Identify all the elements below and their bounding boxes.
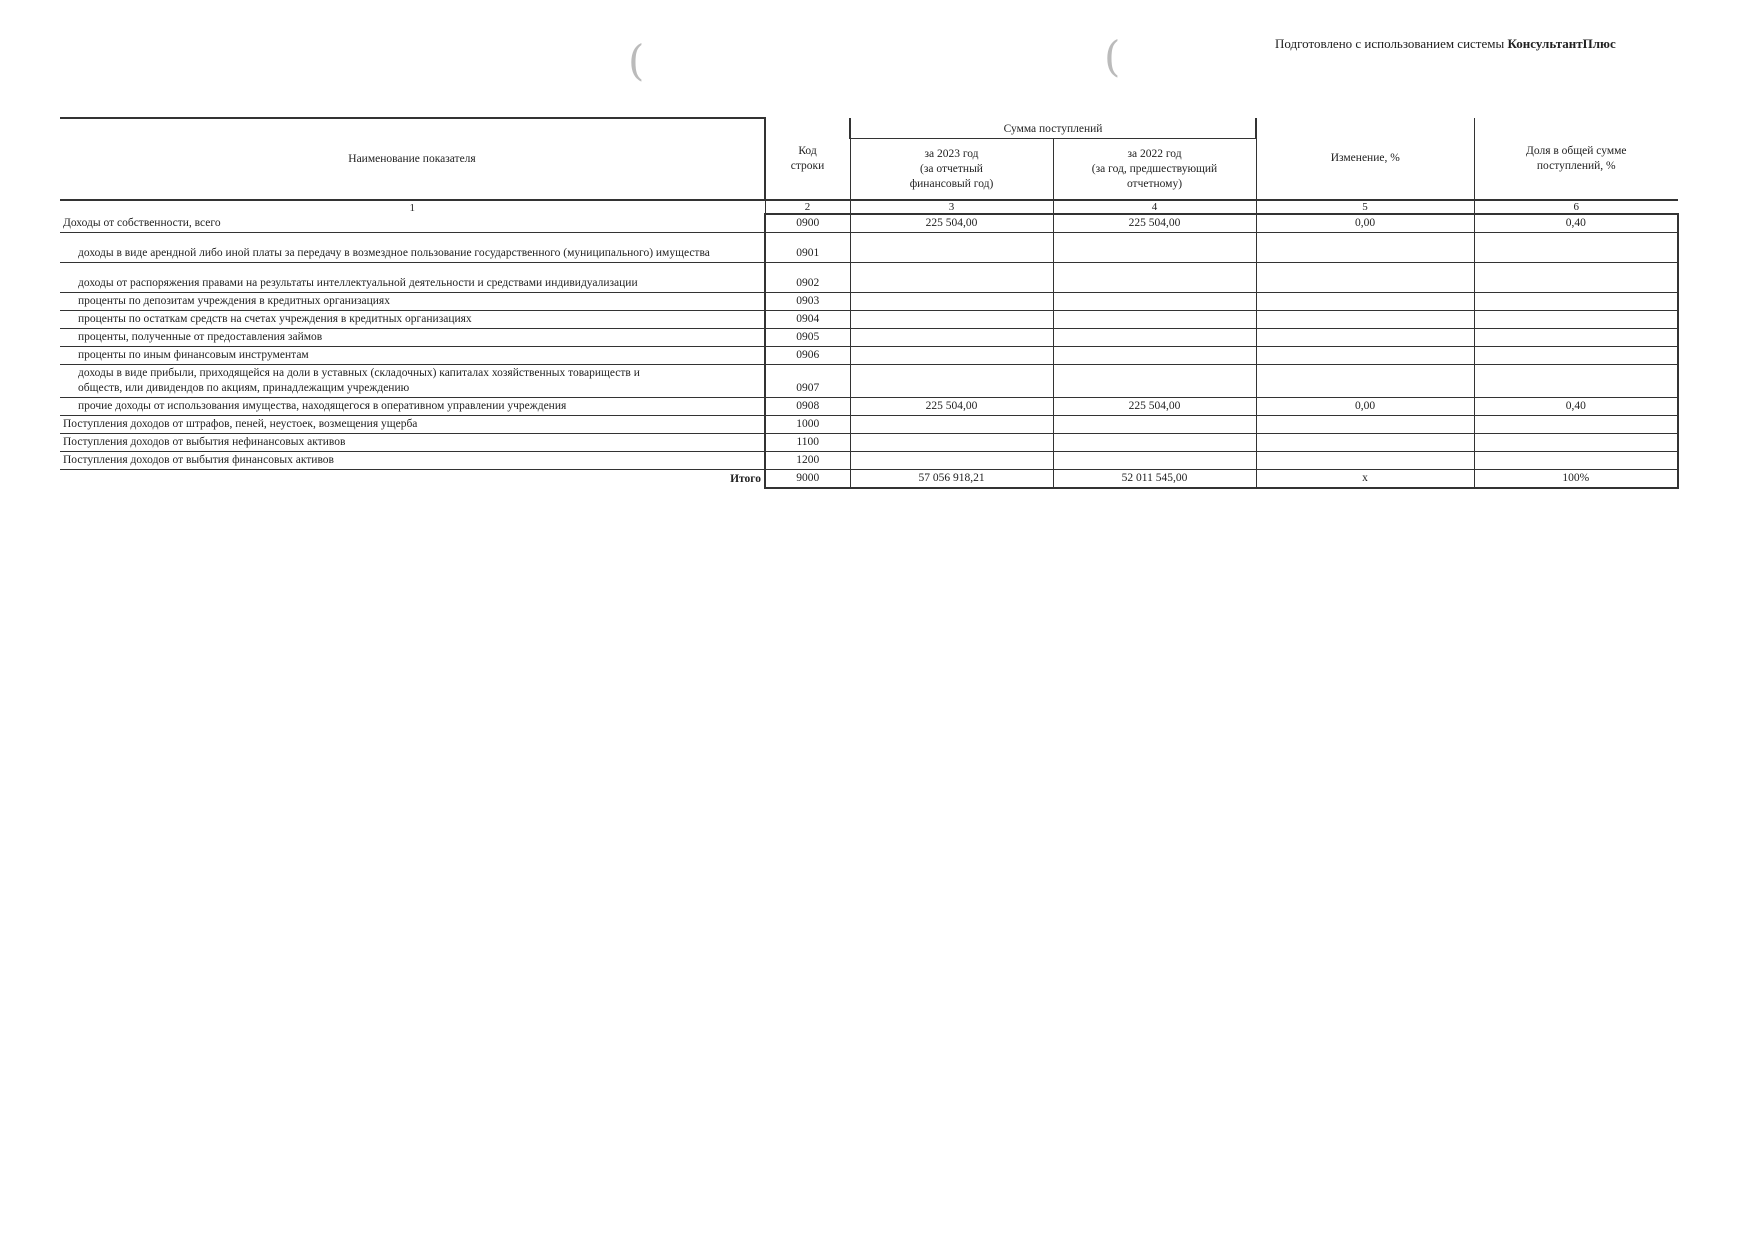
row-share	[1474, 434, 1678, 452]
row-current-sum	[850, 311, 1053, 329]
row-current-sum	[850, 434, 1053, 452]
row-code: 0900	[765, 214, 850, 233]
row-name: проценты, полученные от предоставления займов	[60, 329, 765, 347]
row-previous-sum	[1053, 347, 1256, 365]
row-current-sum	[850, 293, 1053, 311]
header-line: за 2023 год	[924, 147, 979, 160]
table-row	[60, 347, 1678, 365]
row-change	[1256, 452, 1474, 470]
table-row	[60, 452, 1678, 470]
table-row	[60, 263, 1678, 293]
row-name	[60, 365, 765, 398]
share-header-line: Доля в общей сумме	[1526, 144, 1627, 157]
row-share: 0,40	[1474, 398, 1678, 416]
column-previous-year-header	[1053, 139, 1256, 201]
row-name-text: доходы от распоряжения правами на результаты интеллектуальной деятельности и средствами индивидуализации	[78, 277, 638, 289]
row-share	[1474, 311, 1678, 329]
row-change	[1256, 311, 1474, 329]
consultant-plus-brand: КонсультантПлюс	[1507, 36, 1616, 51]
row-name: проценты по остаткам средств на счетах учреждения в кредитных организациях	[60, 311, 765, 329]
row-previous-sum: 225 504,00	[1053, 398, 1256, 416]
row-current-sum: 225 504,00	[850, 214, 1053, 233]
column-code-header	[765, 118, 850, 200]
row-share	[1474, 365, 1678, 398]
row-code: 0907	[765, 365, 850, 398]
table-row	[60, 311, 1678, 329]
row-previous-sum	[1053, 434, 1256, 452]
row-change: 0,00	[1256, 398, 1474, 416]
row-previous-sum	[1053, 311, 1256, 329]
total-label: Итого	[730, 473, 761, 485]
row-name	[60, 263, 765, 293]
row-code: 1000	[765, 416, 850, 434]
table-row	[60, 365, 1678, 398]
column-number: 5	[1256, 200, 1474, 214]
column-number: 2	[765, 200, 850, 214]
row-current-sum	[850, 263, 1053, 293]
row-code: 1100	[765, 434, 850, 452]
header-line: (за год, предшествующий	[1091, 162, 1218, 175]
row-change: 0,00	[1256, 214, 1474, 233]
header-line: финансовый год)	[909, 177, 994, 190]
row-change	[1256, 329, 1474, 347]
header-line: (за отчетный	[920, 162, 983, 175]
column-change-header: Изменение, %	[1256, 118, 1474, 200]
total-code: 9000	[765, 470, 850, 489]
row-change	[1256, 416, 1474, 434]
table-row	[60, 398, 1678, 416]
table-row	[60, 214, 1678, 233]
row-current-sum	[850, 329, 1053, 347]
table-row	[60, 416, 1678, 434]
total-current-sum: 57 056 918,21	[850, 470, 1053, 489]
row-name: доходы в виде арендной либо иной платы за передачу в возмездное пользование государственного (муниципального) имущества	[60, 233, 765, 263]
table-row	[60, 329, 1678, 347]
table-row	[60, 233, 1678, 263]
row-name-text: доходы в виде прибыли, приходящейся на доли в уставных (складочных) капиталах хозяйственных товариществ и обществ, или дивидендов по акциям, принадлежащим учреждению	[78, 367, 640, 394]
table-row	[60, 293, 1678, 311]
scan-mark: (	[628, 36, 645, 85]
row-change	[1256, 233, 1474, 263]
row-previous-sum: 225 504,00	[1053, 214, 1256, 233]
column-number: 4	[1053, 200, 1256, 214]
row-current-sum	[850, 416, 1053, 434]
share-header-line: поступлений, %	[1536, 159, 1616, 172]
column-share-header	[1474, 118, 1678, 200]
row-name: Поступления доходов от выбытия финансовых активов	[60, 452, 765, 470]
total-change: x	[1256, 470, 1474, 489]
sum-group-header: Сумма поступлений	[850, 118, 1256, 139]
row-name: Поступления доходов от штрафов, пеней, неустоек, возмещения ущерба	[60, 416, 765, 434]
row-share	[1474, 293, 1678, 311]
row-previous-sum	[1053, 293, 1256, 311]
column-current-year-header	[850, 139, 1053, 201]
row-change	[1256, 293, 1474, 311]
row-name: проценты по иным финансовым инструментам	[60, 347, 765, 365]
total-row	[60, 470, 1678, 489]
income-report-table	[60, 117, 1679, 489]
row-code: 0908	[765, 398, 850, 416]
row-previous-sum	[1053, 416, 1256, 434]
row-previous-sum	[1053, 233, 1256, 263]
row-share	[1474, 347, 1678, 365]
row-current-sum	[850, 365, 1053, 398]
row-share	[1474, 416, 1678, 434]
row-current-sum	[850, 347, 1053, 365]
row-name: проценты по депозитам учреждения в кредитных организациях	[60, 293, 765, 311]
column-name-header: Наименование показателя	[60, 118, 765, 200]
row-change	[1256, 434, 1474, 452]
column-number-row	[60, 200, 1678, 214]
row-current-sum	[850, 233, 1053, 263]
row-code: 0906	[765, 347, 850, 365]
row-code: 0901	[765, 233, 850, 263]
prepared-by-text: Подготовлено с использованием системы	[1275, 36, 1505, 51]
row-change	[1256, 263, 1474, 293]
row-share	[1474, 263, 1678, 293]
header-line: отчетному)	[1126, 177, 1183, 190]
row-previous-sum	[1053, 329, 1256, 347]
scan-mark: (	[1104, 32, 1121, 81]
header-line: за 2022 год	[1127, 147, 1182, 160]
row-share	[1474, 233, 1678, 263]
table-row	[60, 434, 1678, 452]
row-share: 0,40	[1474, 214, 1678, 233]
row-share	[1474, 452, 1678, 470]
row-share	[1474, 329, 1678, 347]
row-previous-sum	[1053, 263, 1256, 293]
row-current-sum	[850, 452, 1053, 470]
row-code: 0902	[765, 263, 850, 293]
row-code: 0904	[765, 311, 850, 329]
row-previous-sum	[1053, 452, 1256, 470]
prepared-by-note	[1275, 36, 1616, 52]
column-code-label: Код строки	[790, 144, 825, 172]
table-header-row	[60, 118, 1678, 139]
row-current-sum: 225 504,00	[850, 398, 1053, 416]
row-code: 0903	[765, 293, 850, 311]
row-code: 1200	[765, 452, 850, 470]
row-name: прочие доходы от использования имущества, находящегося в оперативном управлении учреждения	[60, 398, 765, 416]
row-name: Доходы от собственности, всего	[60, 214, 765, 233]
row-change	[1256, 347, 1474, 365]
row-name: Поступления доходов от выбытия нефинансовых активов	[60, 434, 765, 452]
row-previous-sum	[1053, 365, 1256, 398]
column-number: 6	[1474, 200, 1678, 214]
row-change	[1256, 365, 1474, 398]
column-number: 1	[60, 200, 765, 214]
column-number: 3	[850, 200, 1053, 214]
total-share: 100%	[1474, 470, 1678, 489]
total-previous-sum: 52 011 545,00	[1053, 470, 1256, 489]
row-code: 0905	[765, 329, 850, 347]
